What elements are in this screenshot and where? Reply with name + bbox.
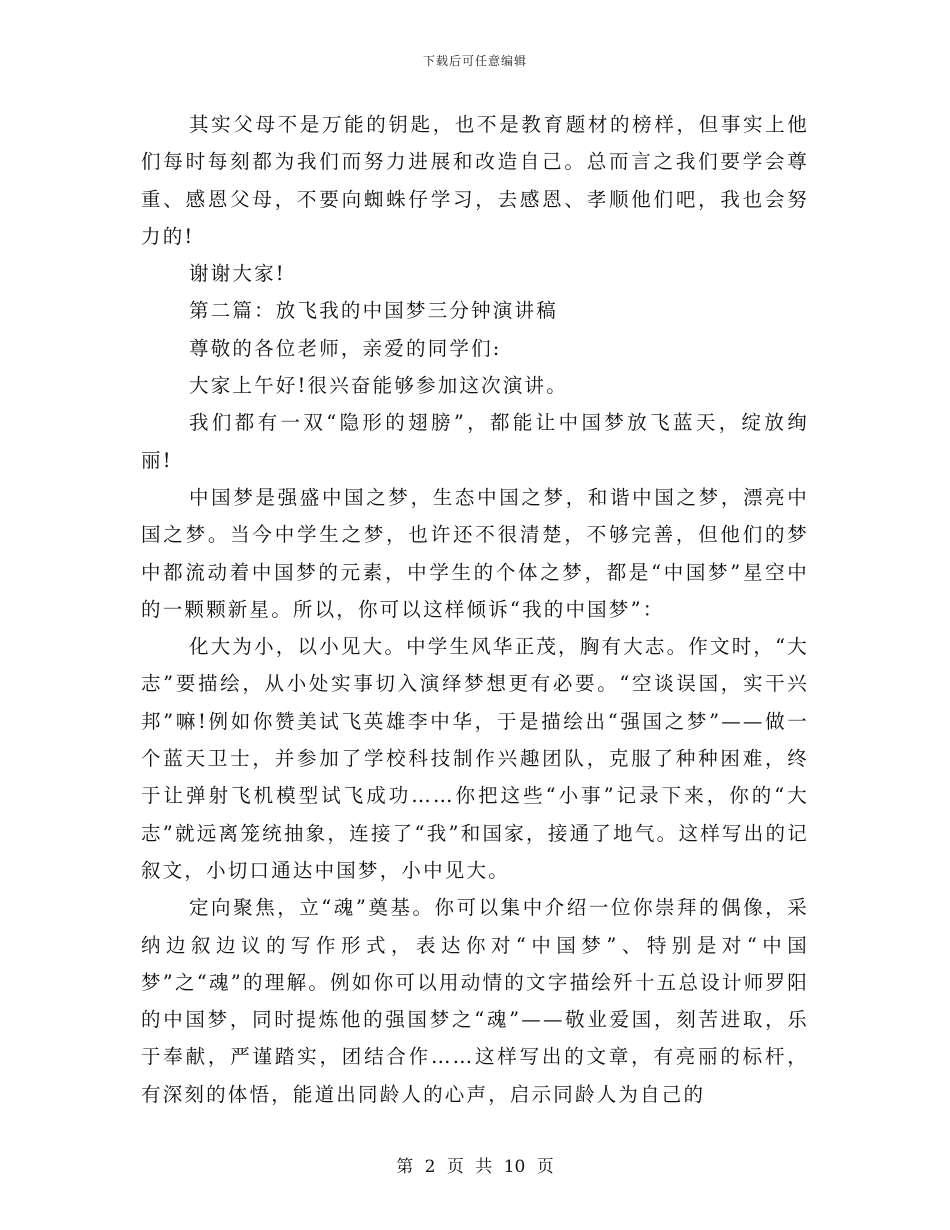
paragraph-greeting: 尊敬的各位老师，亲爱的同学们: — [189, 336, 502, 360]
paragraph-small-to-big: 化大为小，以小见大。中学生风华正茂，胸有大志。作文时，“大志”要描绘，从小处实事切入演绎梦想更有必要。“空谈误国，实干兴邦”嘛!例如你赞美试飞英雄李中华，于是描绘出“强国之梦”——做一个蓝天卫士，并参加了学校科技制作兴趣团队，克服了种种困难，终于让弹射飞机模型试飞成功……你把这些“小事”记录下来，你的“大志”就远离笼统抽象，连接了“我”和国家，接通了地气。这样写出的记叙文，小切口通达中国梦，小中见大。 — [141, 635, 809, 882]
paragraph-wings: 我们都有一双“隐形的翅膀”，都能让中国梦放飞蓝天，绽放绚丽! — [141, 411, 809, 472]
paragraph-parents: 其实父母不是万能的钥匙，也不是教育题材的榜样，但事实上他们每时每刻都为我们而努力进展和改造自己。总而言之我们要学会尊重、感恩父母，不要向蜘蛛仔学习，去感恩、孝顺他们吧，我也会努力的! — [141, 113, 809, 248]
page-header-note: 下载后可任意编辑 — [422, 54, 527, 68]
document-body — [141, 106, 809, 1113]
paragraph-opening: 大家上午好!很兴奋能够参加这次演讲。 — [189, 374, 568, 398]
page-number: 第 2 页 共 10 页 — [396, 1157, 554, 1177]
paragraph-focus-soul: 定向聚焦，立“魂”奠基。你可以集中介绍一位你崇拜的偶像，采纳边叙边议的写作形式，表达你对“中国梦”、特别是对“中国梦”之“魂”的理解。例如你可以用动情的文字描绘歼十五总设计师罗阳的中国梦，同时提炼他的强国梦之“魂”——敬业爱国，刻苦进取，乐于奉献，严谨踏实，团结合作……这样写出的文章，有亮丽的标杆，有深刻的体悟，能道出同龄人的心声，启示同龄人为自己的 — [141, 896, 809, 1106]
paragraph-thanks: 谢谢大家! — [189, 262, 286, 286]
paragraph-china-dream: 中国梦是强盛中国之梦，生态中国之梦，和谐中国之梦，漂亮中国之梦。当今中学生之梦，也许还不很清楚，不够完善，但他们的梦中都流动着中国梦的元素，中学生的个体之梦，都是“中国梦”星空中的一颗颗新星。所以，你可以这样倾诉“我的中国梦”： — [141, 485, 809, 621]
section-title: 第二篇：放飞我的中国梦三分钟演讲稿 — [189, 299, 558, 323]
